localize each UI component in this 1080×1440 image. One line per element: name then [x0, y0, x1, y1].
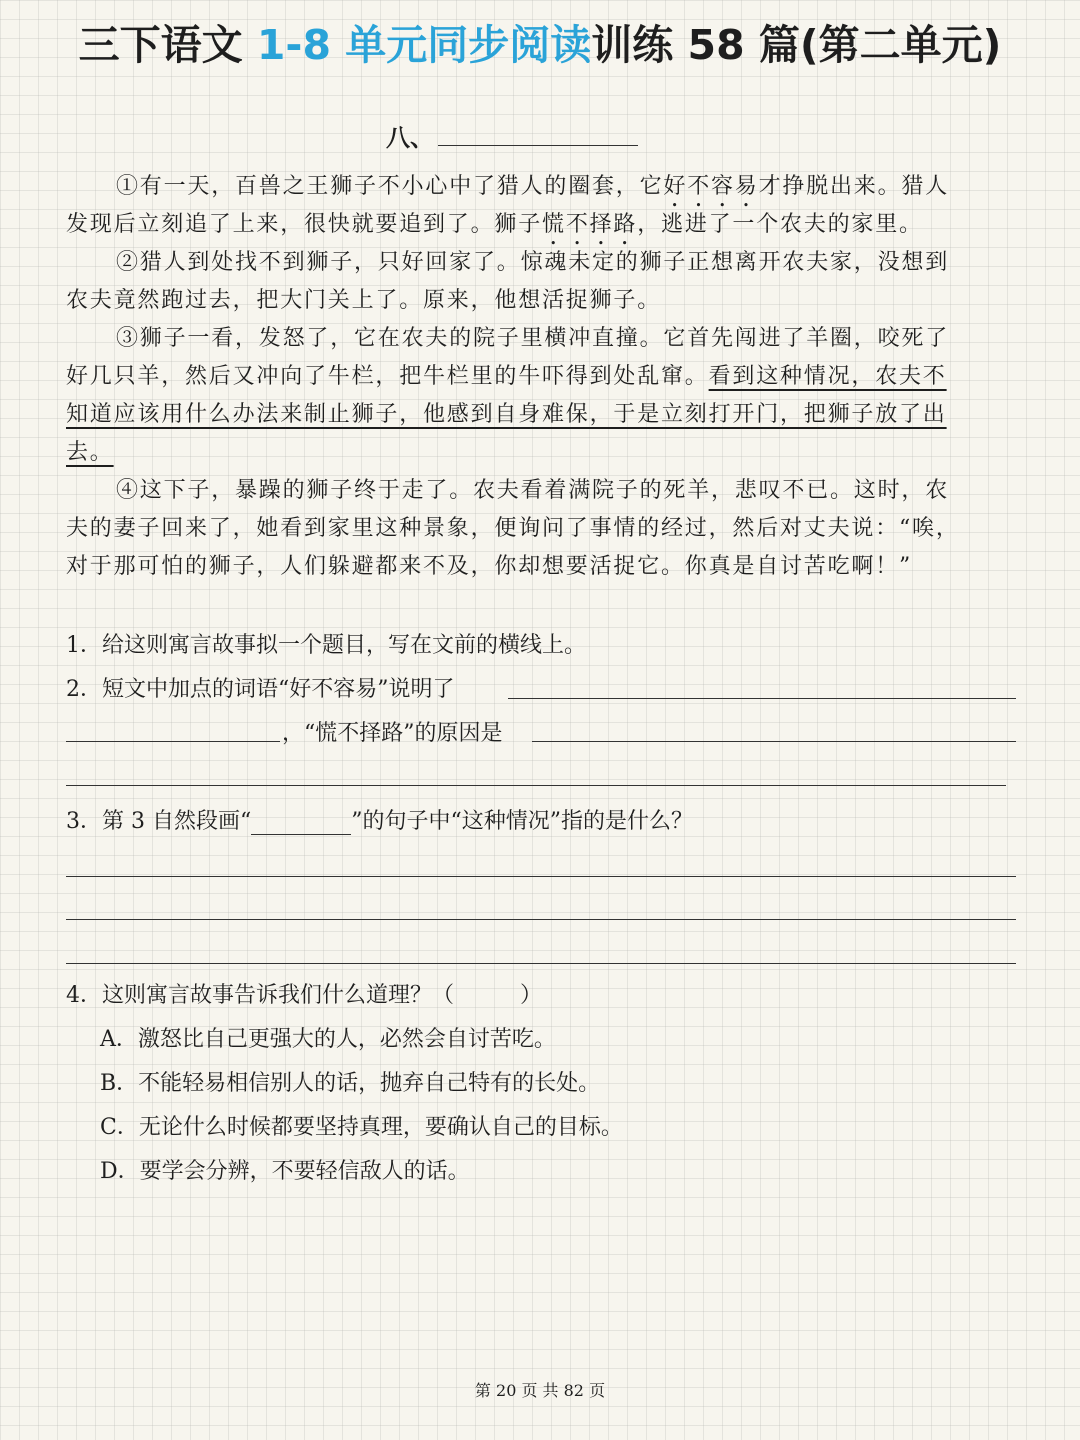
heading-number: 八、 — [386, 123, 434, 152]
passage-line: 对于那可怕的狮子，人们躲避都来不及，你却想要活捉它。你真是自讨苦吃啊！” — [66, 554, 913, 579]
text-run: 好几只羊，然后又冲向了牛栏，把牛栏里的牛吓得到处乱窜。 — [66, 364, 709, 389]
answer-line[interactable] — [508, 698, 1016, 699]
passage-line: ③狮子一看，发怒了，它在农夫的院子里横冲直撞。它首先闯进了羊圈，咬死了 — [116, 326, 950, 351]
underlined-sentence: 知道应该用什么办法来制止狮子，他感到自身难保，于是立刻打开门，把狮子放了出 — [66, 402, 947, 427]
answer-line[interactable] — [66, 876, 1016, 877]
passage-line: ②猎人到处找不到狮子，只好回家了。惊魂未定的狮子正想离开农夫家，没想到 — [116, 250, 950, 275]
dotted-word-1: 好不容易 — [663, 174, 759, 199]
question-1: 1．给这则寓言故事拟一个题目，写在文前的横线上。 — [66, 633, 586, 658]
title-part-1: 三下语文 — [78, 21, 257, 69]
question-2-text: 2．短文中加点的词语“好不容易”说明了 — [66, 677, 455, 702]
passage-line — [66, 168, 1006, 206]
underlined-sentence: 看到这种情况，农夫不 — [708, 364, 947, 389]
dotted-word-2: 慌不择路 — [542, 212, 638, 237]
answer-line[interactable] — [66, 785, 1006, 786]
passage-line: ④这下子，暴躁的狮子终于走了。农夫看着满院子的死羊，悲叹不已。这时，农 — [116, 478, 950, 503]
passage-line — [66, 206, 1006, 244]
page-number: 第 20 页 共 82 页 — [474, 1381, 606, 1400]
question-2-text-b: ，“慌不择路”的原因是 — [282, 721, 503, 746]
text-run: 才挣脱出来。猎人 — [758, 174, 950, 199]
passage-line — [66, 358, 1006, 396]
option-b[interactable]: B．不能轻易相信别人的话，抛弃自己特有的长处。 — [100, 1071, 601, 1096]
answer-line[interactable] — [66, 963, 1016, 964]
text-run: ①有一天，百兽之王狮子不小心中了猎人的圈套，它 — [116, 174, 664, 199]
title-part-3: 训练 58 篇(第二单元) — [591, 21, 1002, 69]
answer-line[interactable] — [66, 741, 280, 742]
inline-blank[interactable] — [251, 812, 351, 835]
option-a[interactable]: A．激怒比自己更强大的人，必然会自讨苦吃。 — [100, 1027, 556, 1052]
passage-heading — [386, 118, 638, 153]
title-part-2: 1-8 单元同步阅读 — [256, 21, 592, 69]
option-c[interactable]: C．无论什么时候都要坚持真理，要确认自己的目标。 — [100, 1115, 623, 1140]
passage-line: 农夫竟然跑过去，把大门关上了。原来，他想活捉狮子。 — [66, 288, 662, 313]
underlined-sentence: 去。 — [66, 440, 114, 465]
page-title — [0, 12, 1080, 71]
text-run: 发现后立刻追了上来，很快就要追到了。狮子 — [66, 212, 543, 237]
question-3-text-a: 3．第 3 自然段画“ — [66, 809, 252, 834]
text-run: ，逃进了一个农夫的家里。 — [637, 212, 923, 237]
question-3-text-b: ”的句子中“这种情况”指的是什么？ — [351, 809, 693, 834]
question-2 — [66, 672, 455, 703]
passage-text — [66, 168, 1006, 586]
answer-line[interactable] — [66, 919, 1016, 920]
question-4: 4．这则寓言故事告诉我们什么道理？（ ） — [66, 983, 542, 1008]
option-d[interactable]: D．要学会分辨，不要轻信敌人的话。 — [100, 1159, 470, 1184]
question-3 — [66, 804, 693, 835]
answer-line[interactable] — [532, 741, 1016, 742]
title-blank[interactable] — [438, 125, 638, 146]
passage-line: 夫的妻子回来了，她看到家里这种景象，便询问了事情的经过，然后对丈夫说：“唉， — [66, 516, 960, 541]
